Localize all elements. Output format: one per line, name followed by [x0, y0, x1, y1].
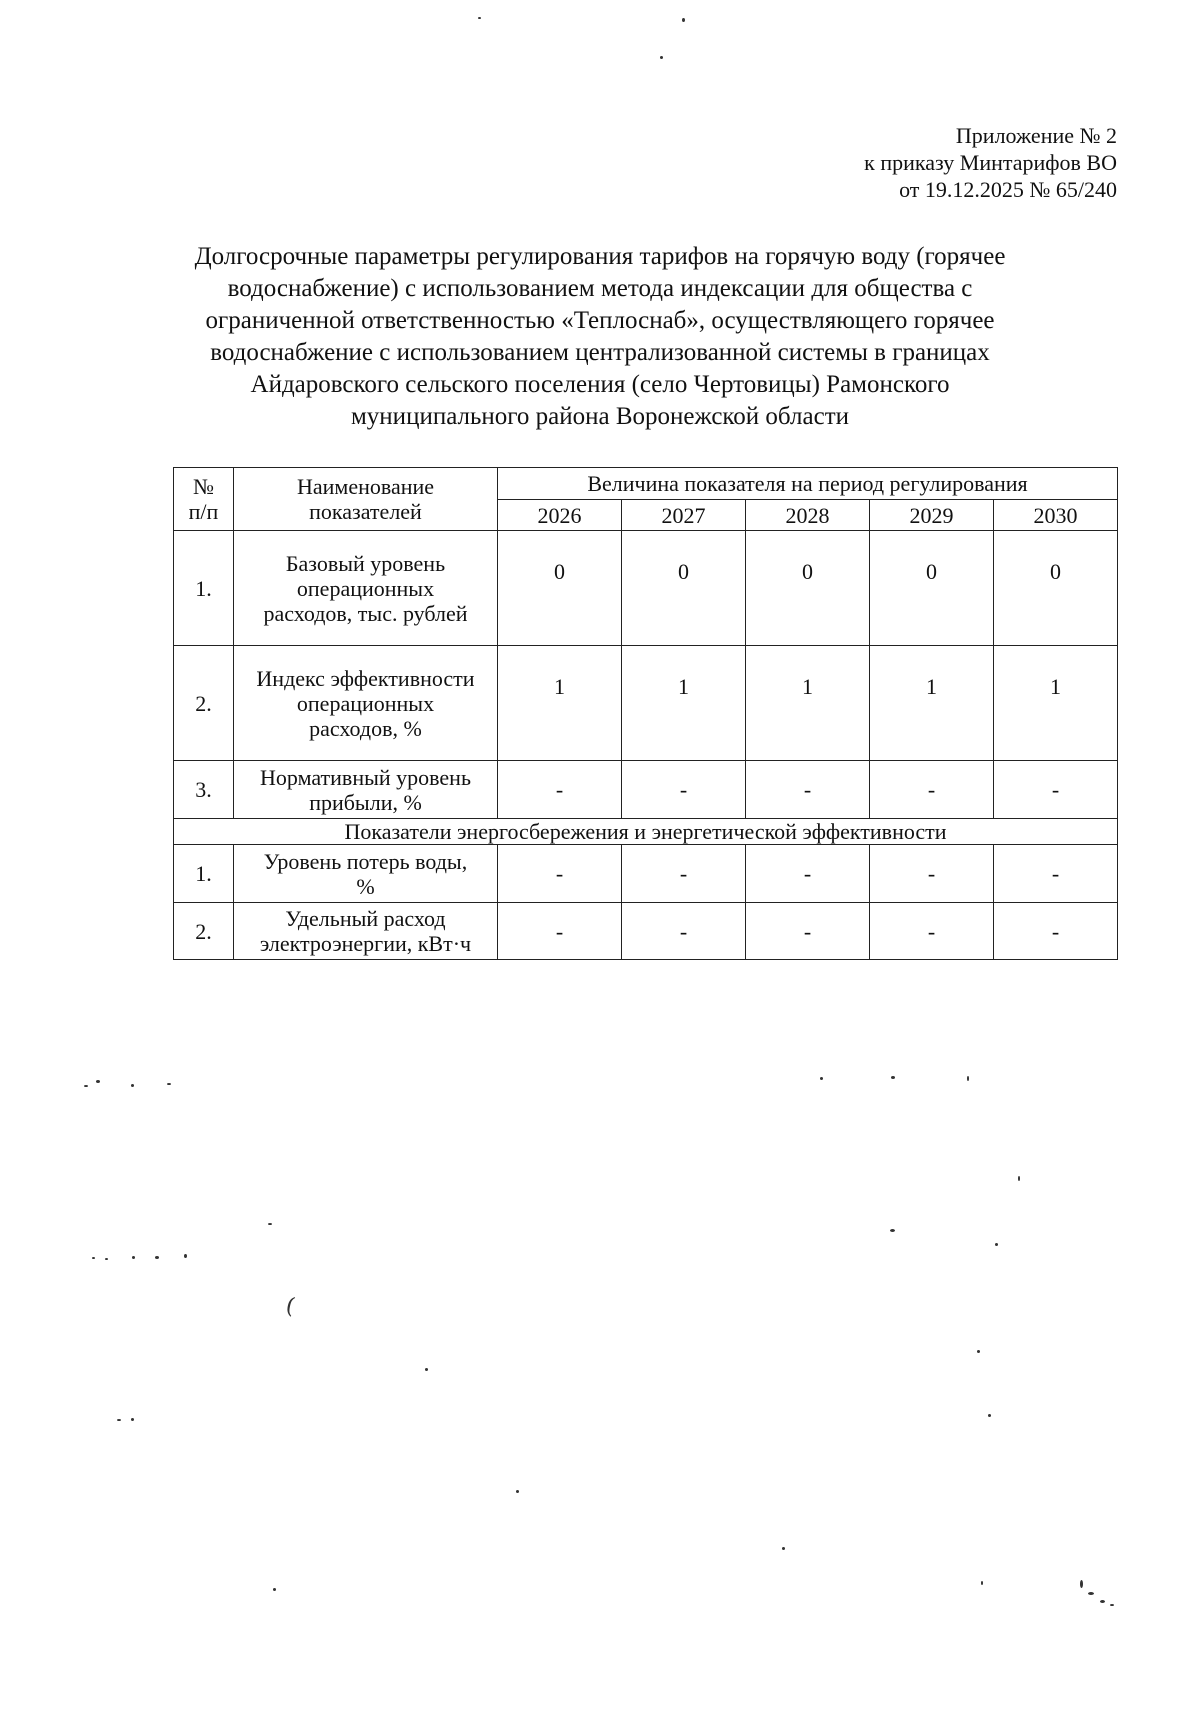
table-row [174, 845, 1118, 903]
appendix-number: Приложение № 2 [955, 123, 1117, 148]
row-value: - [994, 845, 1118, 903]
parameters-table [173, 467, 1118, 960]
row-value: 1 [746, 646, 870, 761]
header-period: Величина показателя на период регулирования [498, 468, 1118, 500]
document-title [150, 241, 1050, 433]
row-value: 1 [870, 646, 994, 761]
scan-speck [155, 1256, 159, 1259]
appendix-order-date: от 19.12.2025 № 65/240 [899, 177, 1117, 202]
row-value: - [498, 903, 622, 960]
row-value: - [746, 845, 870, 903]
scan-speck [988, 1414, 991, 1417]
row-name-line: расходов, % [309, 715, 422, 741]
row-name [234, 903, 498, 960]
appendix-header [864, 122, 1117, 203]
row-name-line: операционных [296, 690, 435, 716]
row-value: 1 [498, 646, 622, 761]
scan-speck [184, 1254, 187, 1258]
row-num: 2. [174, 646, 234, 761]
row-name-line: Удельный расход [285, 906, 446, 931]
scan-speck [1018, 1176, 1020, 1181]
scan-speck [131, 1418, 134, 1421]
header-name [234, 468, 498, 531]
header-year: 2026 [498, 500, 622, 531]
scan-speck [84, 1085, 88, 1087]
row-value: 1 [622, 646, 746, 761]
scan-speck [1080, 1580, 1083, 1588]
table-row [174, 531, 1118, 646]
row-name-line: % [356, 873, 375, 899]
row-num: 1. [174, 845, 234, 903]
header-year: 2030 [994, 500, 1118, 531]
scan-speck [995, 1243, 998, 1246]
scan-speck [782, 1547, 785, 1550]
scan-speck [891, 1076, 895, 1079]
scan-speck [516, 1490, 519, 1493]
row-name-line: операционных [296, 575, 435, 601]
scan-speck [1110, 1604, 1114, 1606]
row-name [234, 646, 498, 761]
row-value: 0 [622, 531, 746, 646]
scan-speck [117, 1419, 121, 1421]
scan-speck [890, 1229, 895, 1232]
row-value: - [870, 761, 994, 819]
row-name-line: Базовый уровень [285, 550, 446, 576]
row-value: 0 [994, 531, 1118, 646]
title-line: ограниченной ответственностью «Теплоснаб», осуществляющего горячее [205, 307, 995, 334]
row-name-line: расходов, тыс. рублей [263, 600, 468, 626]
table-row [174, 646, 1118, 761]
row-value: - [870, 903, 994, 960]
row-value: - [994, 903, 1118, 960]
row-value: - [498, 845, 622, 903]
scan-speck [132, 1256, 135, 1259]
scan-speck [478, 17, 481, 19]
scan-speck [977, 1350, 980, 1353]
scan-speck [967, 1076, 969, 1081]
row-value: - [498, 761, 622, 819]
header-num [174, 468, 234, 531]
scan-speck [105, 1258, 108, 1260]
title-line: муниципального района Воронежской области [350, 403, 849, 430]
row-value: 1 [994, 646, 1118, 761]
scan-speck [425, 1368, 428, 1371]
row-value: - [994, 761, 1118, 819]
header-name-line: Наименование [296, 474, 435, 499]
scan-speck [268, 1223, 272, 1225]
section-title: Показатели энергосбережения и энергетической эффективности [174, 819, 1118, 845]
scan-speck [820, 1077, 823, 1080]
scan-speck [660, 56, 663, 59]
header-name-line: показателей [309, 499, 422, 524]
row-name-line: Уровень потерь воды, [263, 848, 468, 874]
title-line: Айдаровского сельского поселения (село Чертовицы) Рамонского [250, 371, 950, 398]
row-value: - [622, 761, 746, 819]
row-name-line: электроэнергии, кВт·ч [259, 931, 472, 956]
row-name-line: прибыли, % [309, 789, 422, 815]
header-year: 2027 [622, 500, 746, 531]
scan-speck [273, 1588, 276, 1591]
table-row [174, 761, 1118, 819]
row-value: - [870, 845, 994, 903]
scan-mark: ( [283, 1293, 298, 1320]
row-name [234, 845, 498, 903]
table-row [174, 903, 1118, 960]
row-value: - [622, 903, 746, 960]
row-name [234, 531, 498, 646]
header-num-line: № [193, 474, 214, 499]
table-section-row [174, 819, 1118, 845]
scan-speck [96, 1080, 100, 1083]
title-line: Долгосрочные параметры регулирования тарифов на горячую воду (горячее [194, 243, 1006, 270]
scan-speck [682, 18, 685, 22]
scan-speck [167, 1083, 171, 1085]
row-name-line: Нормативный уровень [260, 764, 471, 790]
title-line: водоснабжение с использованием централизованной системы в границах [210, 339, 990, 366]
header-year: 2029 [870, 500, 994, 531]
header-year: 2028 [746, 500, 870, 531]
row-value: 0 [870, 531, 994, 646]
scan-speck [92, 1257, 95, 1259]
title-line: водоснабжение) с использованием метода индексации для общества с [227, 275, 973, 302]
scan-speck [1088, 1592, 1094, 1595]
row-num: 1. [174, 531, 234, 646]
row-value: 0 [746, 531, 870, 646]
row-value: - [746, 761, 870, 819]
table-header-row [174, 468, 1118, 500]
scan-speck [981, 1581, 983, 1585]
row-name-line: Индекс эффективности [256, 665, 475, 691]
scan-speck [131, 1084, 134, 1087]
row-num: 2. [174, 903, 234, 960]
row-name [234, 761, 498, 819]
appendix-order-ref: к приказу Минтарифов ВО [864, 150, 1117, 175]
row-num: 3. [174, 761, 234, 819]
scan-speck [1100, 1600, 1105, 1603]
row-value: 0 [498, 531, 622, 646]
header-num-line: п/п [188, 499, 219, 524]
row-value: - [622, 845, 746, 903]
row-value: - [746, 903, 870, 960]
